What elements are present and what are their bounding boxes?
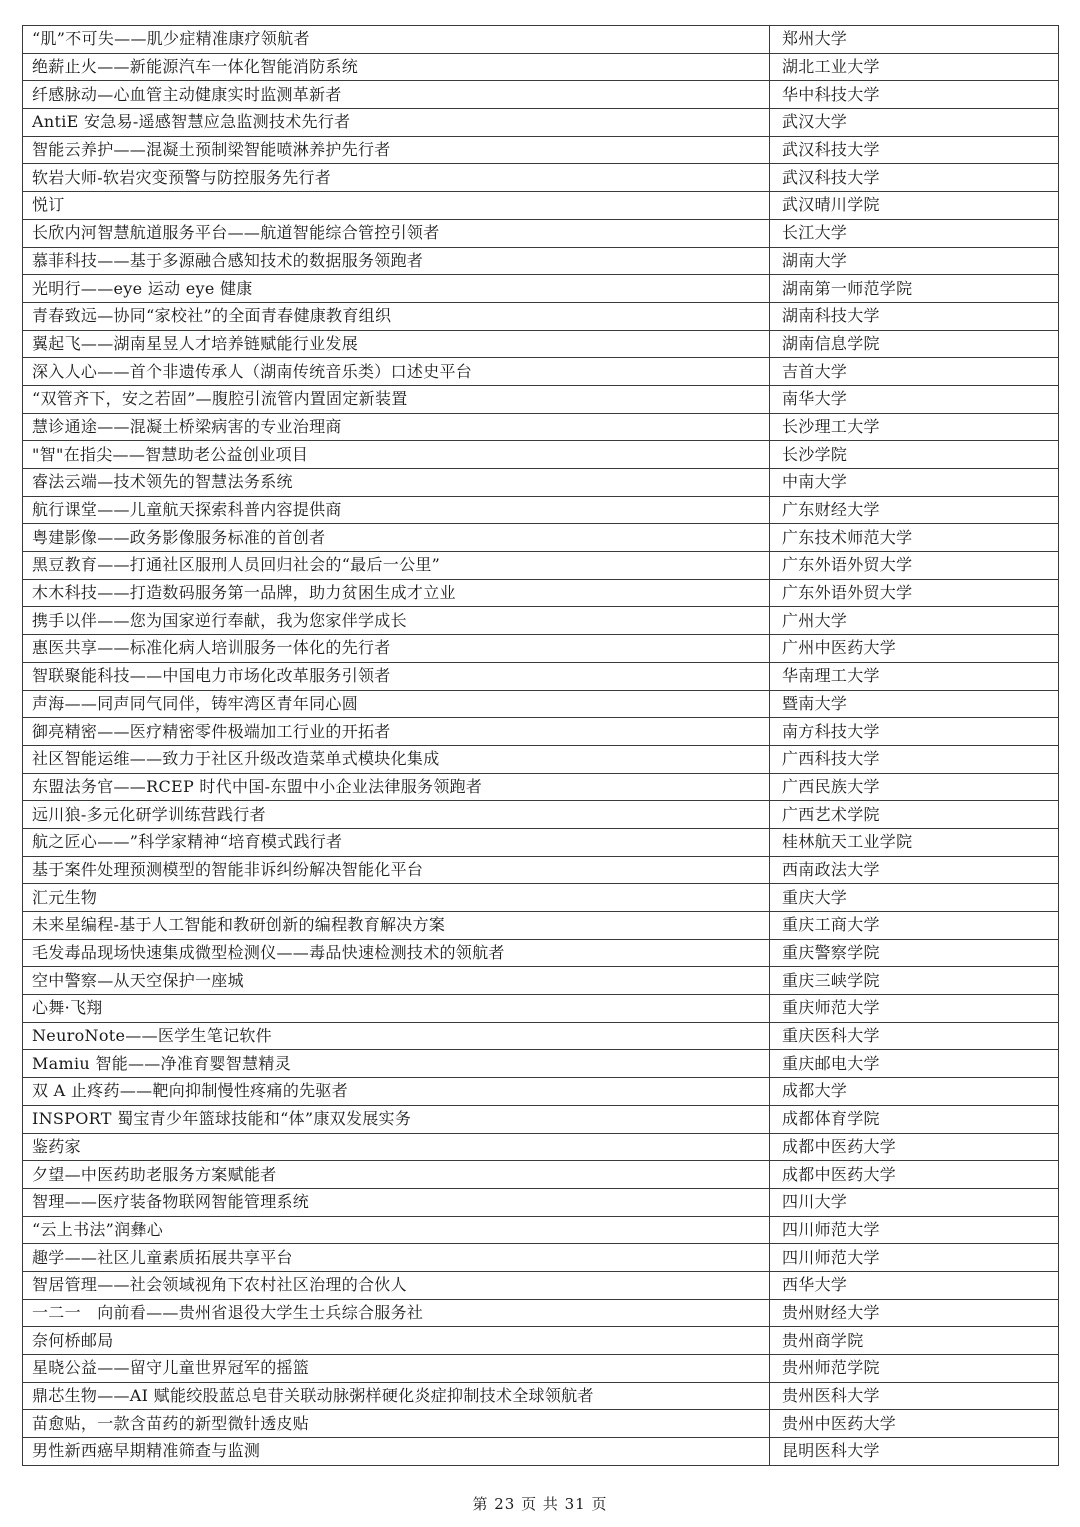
table-row [23,1161,1059,1189]
table-row [23,1078,1059,1106]
table-row [23,1355,1059,1383]
table-row [23,939,1059,967]
project-name-cell: 东盟法务官——RCEP 时代中国-东盟中小企业法律服务领跑者 [23,773,770,801]
project-list-sheet [22,25,1058,1466]
table-row [23,1382,1059,1410]
table-row [23,192,1059,220]
school-name-cell: 广西民族大学 [770,773,1059,801]
school-name-cell: 重庆工商大学 [770,912,1059,940]
table-row [23,413,1059,441]
school-name-cell: 武汉大学 [770,109,1059,137]
school-name-cell: 武汉科技大学 [770,164,1059,192]
table-row [23,81,1059,109]
project-name-cell: 智能云养护——混凝土预制梁智能喷淋养护先行者 [23,136,770,164]
table-row [23,1050,1059,1078]
school-name-cell: 重庆警察学院 [770,939,1059,967]
table-row [23,1410,1059,1438]
school-name-cell: 重庆医科大学 [770,1022,1059,1050]
project-name-cell: “云上书法”润彝心 [23,1216,770,1244]
table-row [23,912,1059,940]
project-name-cell: 睿法云端—技术领先的智慧法务系统 [23,469,770,497]
project-name-cell: 粤建影像——政务影像服务标准的首创者 [23,524,770,552]
project-name-cell: Mamiu 智能——净准育婴智慧精灵 [23,1050,770,1078]
project-name-cell: 长欣内河智慧航道服务平台——航道智能综合管控引领者 [23,219,770,247]
school-name-cell: 重庆师范大学 [770,995,1059,1023]
school-name-cell: 成都中医药大学 [770,1161,1059,1189]
project-name-cell: 鼎芯生物——AI 赋能绞股蓝总皂苷关联动脉粥样硬化炎症抑制技术全球领航者 [23,1382,770,1410]
table-row [23,385,1059,413]
school-name-cell: 西华大学 [770,1271,1059,1299]
project-name-cell: 毛发毒品现场快速集成微型检测仪——毒品快速检测技术的领航者 [23,939,770,967]
school-name-cell: 广州大学 [770,607,1059,635]
project-name-cell: 航行课堂——儿童航天探索科普内容提供商 [23,496,770,524]
school-name-cell: 重庆大学 [770,884,1059,912]
project-name-cell: 软岩大师-软岩灾变预警与防控服务先行者 [23,164,770,192]
table-row [23,358,1059,386]
school-name-cell: 湖南大学 [770,247,1059,275]
school-name-cell: 四川师范大学 [770,1216,1059,1244]
project-name-cell: 航之匠心——”科学家精神“培育模式践行者 [23,828,770,856]
project-name-cell: 智联聚能科技——中国电力市场化改革服务引领者 [23,662,770,690]
project-name-cell: 纤感脉动—心血管主动健康实时监测革新者 [23,81,770,109]
table-row [23,967,1059,995]
project-table [22,25,1059,1466]
school-name-cell: 长沙理工大学 [770,413,1059,441]
school-name-cell: 四川师范大学 [770,1244,1059,1272]
table-row [23,828,1059,856]
project-name-cell: 悦订 [23,192,770,220]
project-name-cell: 心舞·飞翔 [23,995,770,1023]
project-name-cell: 慧诊通途——混凝土桥梁病害的专业治理商 [23,413,770,441]
school-name-cell: 长江大学 [770,219,1059,247]
project-name-cell: 基于案件处理预测模型的智能非诉纠纷解决智能化平台 [23,856,770,884]
school-name-cell: 广东外语外贸大学 [770,579,1059,607]
school-name-cell: 南华大学 [770,385,1059,413]
table-row [23,275,1059,303]
table-row [23,164,1059,192]
table-row [23,773,1059,801]
school-name-cell: 昆明医科大学 [770,1438,1059,1466]
project-name-cell: 一二一 向前看——贵州省退役大学生士兵综合服务社 [23,1299,770,1327]
table-row [23,1216,1059,1244]
school-name-cell: 贵州财经大学 [770,1299,1059,1327]
school-name-cell: 成都体育学院 [770,1105,1059,1133]
school-name-cell: 南方科技大学 [770,718,1059,746]
school-name-cell: 贵州医科大学 [770,1382,1059,1410]
table-row [23,884,1059,912]
school-name-cell: 贵州中医药大学 [770,1410,1059,1438]
project-name-cell: 男性新西癌早期精准筛查与监测 [23,1438,770,1466]
table-row [23,469,1059,497]
page-footer: 第 23 页 共 31 页 [472,1495,608,1513]
table-row [23,1299,1059,1327]
school-name-cell: 桂林航天工业学院 [770,828,1059,856]
school-name-cell: 长沙学院 [770,441,1059,469]
table-row [23,662,1059,690]
table-row [23,330,1059,358]
table-row [23,53,1059,81]
school-name-cell: 成都大学 [770,1078,1059,1106]
table-row [23,441,1059,469]
table-row [23,136,1059,164]
project-name-cell: 鉴药家 [23,1133,770,1161]
project-name-cell: "智"在指尖——智慧助老公益创业项目 [23,441,770,469]
project-name-cell: 深入人心——首个非遗传承人（湖南传统音乐类）口述史平台 [23,358,770,386]
school-name-cell: 成都中医药大学 [770,1133,1059,1161]
school-name-cell: 武汉科技大学 [770,136,1059,164]
table-row [23,302,1059,330]
table-row [23,1022,1059,1050]
project-name-cell: 夕望—中医药助老服务方案赋能者 [23,1161,770,1189]
table-row [23,496,1059,524]
project-name-cell: 青春致远—协同“家校社”的全面青春健康教育组织 [23,302,770,330]
project-name-cell: 远川狼-多元化研学训练营践行者 [23,801,770,829]
table-row [23,1188,1059,1216]
project-name-cell: NeuroNote——医学生笔记软件 [23,1022,770,1050]
school-name-cell: 湖南科技大学 [770,302,1059,330]
table-row [23,801,1059,829]
project-name-cell: 声海——同声同气同伴，铸牢湾区青年同心圆 [23,690,770,718]
table-row [23,579,1059,607]
table-row [23,856,1059,884]
table-row [23,607,1059,635]
table-row [23,219,1059,247]
school-name-cell: 吉首大学 [770,358,1059,386]
project-name-cell: 未来星编程-基于人工智能和教研创新的编程教育解决方案 [23,912,770,940]
table-row [23,1244,1059,1272]
project-name-cell: 绝薪止火——新能源汽车一体化智能消防系统 [23,53,770,81]
project-name-cell: 黑豆教育——打通社区服刑人员回归社会的“最后一公里” [23,552,770,580]
project-name-cell: 奈何桥邮局 [23,1327,770,1355]
project-name-cell: 趣学——社区儿童素质拓展共享平台 [23,1244,770,1272]
school-name-cell: 重庆三峡学院 [770,967,1059,995]
table-row [23,552,1059,580]
school-name-cell: 中南大学 [770,469,1059,497]
project-name-cell: 智居管理——社会领域视角下农村社区治理的合伙人 [23,1271,770,1299]
table-row [23,635,1059,663]
project-name-cell: 星晓公益——留守儿童世界冠军的摇篮 [23,1355,770,1383]
table-row [23,247,1059,275]
project-name-cell: 苗愈贴，一款含苗药的新型微针透皮贴 [23,1410,770,1438]
school-name-cell: 湖南信息学院 [770,330,1059,358]
project-name-cell: 光明行——eye 运动 eye 健康 [23,275,770,303]
project-name-cell: AntiE 安急易-遥感智慧应急监测技术先行者 [23,109,770,137]
project-name-cell: 智理——医疗装备物联网智能管理系统 [23,1188,770,1216]
table-row [23,1438,1059,1466]
table-row [23,524,1059,552]
table-row [23,109,1059,137]
school-name-cell: 暨南大学 [770,690,1059,718]
school-name-cell: 四川大学 [770,1188,1059,1216]
project-name-cell: 惠医共享——标准化病人培训服务一体化的先行者 [23,635,770,663]
project-name-cell: 汇元生物 [23,884,770,912]
table-row [23,690,1059,718]
project-name-cell: 社区智能运维——致力于社区升级改造菜单式模块化集成 [23,745,770,773]
project-name-cell: INSPORT 蜀宝青少年篮球技能和“体”康双发展实务 [23,1105,770,1133]
project-name-cell: 双 A 止疼药——靶向抑制慢性疼痛的先驱者 [23,1078,770,1106]
project-name-cell: “肌”不可失——肌少症精准康疗领航者 [23,26,770,54]
table-row [23,995,1059,1023]
school-name-cell: 贵州商学院 [770,1327,1059,1355]
school-name-cell: 广州中医药大学 [770,635,1059,663]
project-name-cell: 木木科技——打造数码服务第一品牌，助力贫困生成才立业 [23,579,770,607]
school-name-cell: 华南理工大学 [770,662,1059,690]
project-name-cell: “双管齐下，安之若固”—腹腔引流管内置固定新装置 [23,385,770,413]
school-name-cell: 湖南第一师范学院 [770,275,1059,303]
project-name-cell: 空中警察—从天空保护一座城 [23,967,770,995]
table-row [23,26,1059,54]
school-name-cell: 广东财经大学 [770,496,1059,524]
school-name-cell: 西南政法大学 [770,856,1059,884]
project-name-cell: 携手以伴——您为国家逆行奉献，我为您家伴学成长 [23,607,770,635]
school-name-cell: 华中科技大学 [770,81,1059,109]
school-name-cell: 武汉晴川学院 [770,192,1059,220]
school-name-cell: 广东技术师范大学 [770,524,1059,552]
school-name-cell: 重庆邮电大学 [770,1050,1059,1078]
project-name-cell: 御亮精密——医疗精密零件极端加工行业的开拓者 [23,718,770,746]
table-row [23,718,1059,746]
table-row [23,1327,1059,1355]
school-name-cell: 广东外语外贸大学 [770,552,1059,580]
school-name-cell: 湖北工业大学 [770,53,1059,81]
school-name-cell: 贵州师范学院 [770,1355,1059,1383]
school-name-cell: 广西艺术学院 [770,801,1059,829]
project-name-cell: 翼起飞——湖南星昱人才培养链赋能行业发展 [23,330,770,358]
project-name-cell: 慕菲科技——基于多源融合感知技术的数据服务领跑者 [23,247,770,275]
table-row [23,1105,1059,1133]
table-row [23,1133,1059,1161]
school-name-cell: 广西科技大学 [770,745,1059,773]
table-row [23,745,1059,773]
table-row [23,1271,1059,1299]
school-name-cell: 郑州大学 [770,26,1059,54]
project-table-body [23,26,1059,1466]
